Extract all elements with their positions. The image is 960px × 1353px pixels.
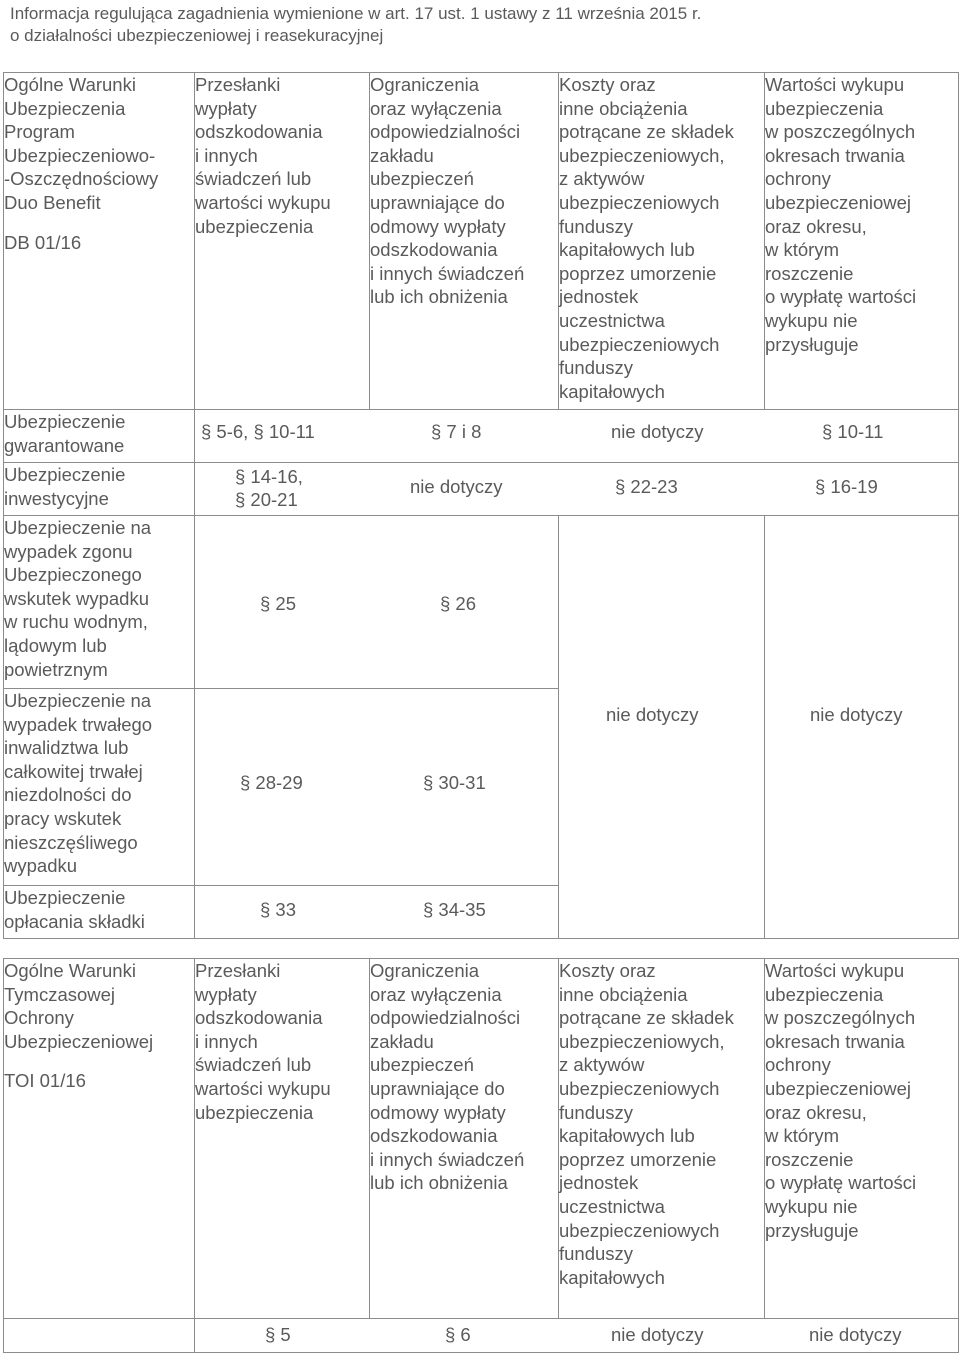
inwestycyjne-koszty: § 22-23 xyxy=(615,476,678,497)
merged-koszty: nie dotyczy xyxy=(606,704,699,725)
table2-col2-header: Przesłanki wypłaty odszkodowania i innych świadczeń lub wartości wykupu ubezpieczenia xyxy=(195,959,370,1319)
inwalidztwo-przeslanki: § 28-29 xyxy=(240,772,303,793)
table-duo-benefit xyxy=(3,72,959,939)
merged-wartosci: nie dotyczy xyxy=(810,704,903,725)
table2-code: TOI 01/16 xyxy=(4,1070,86,1092)
toi-przeslanki: § 5 xyxy=(265,1324,291,1345)
gwarantowane-ograniczenia: § 7 i 8 xyxy=(431,421,482,442)
header-line-2: o działalności ubezpieczeniowej i reasekuracyjnej xyxy=(10,26,384,45)
gwarantowane-koszty: nie dotyczy xyxy=(611,421,704,442)
table2-values-row xyxy=(4,1319,959,1353)
header-line-1: Informacja regulująca zagadnienia wymienione w art. 17 ust. 1 ustawy z 11 września 2015 r. xyxy=(10,4,702,23)
inwalidztwo-ograniczenia: § 30-31 xyxy=(423,772,486,793)
merged-wartosci-cell xyxy=(765,516,959,939)
table2-col4-header: Koszty oraz inne obciążenia potrącane ze składek ubezpieczeniowych, z aktywów ubezpieczeniowych funduszy kapitałowych lub poprzez umorzenie jednostek uczestnictwa ubezpieczeniowych funduszy kapitałowych xyxy=(559,959,765,1319)
row-inwalidztwo-label: Ubezpieczenie na wypadek trwałego inwalidztwa lub całkowitej trwałej niezdolności do pracy wskutek nieszczęśliwego wypadku xyxy=(4,689,195,886)
inwestycyjne-ograniczenia: nie dotyczy xyxy=(410,476,503,497)
merged-koszty-cell xyxy=(559,516,765,939)
toi-wartosci: nie dotyczy xyxy=(809,1324,902,1345)
row-skladki-label: Ubezpieczenie opłacania składki xyxy=(4,886,195,939)
table1-col4-header: Koszty oraz inne obciążenia potrącane ze składek ubezpieczeniowych, z aktywów ubezpieczeniowych funduszy kapitałowych lub poprzez umorzenie jednostek uczestnictwa ubezpieczeniowych funduszy kapitałowych xyxy=(559,73,765,410)
inwestycyjne-przeslanki-2: § 20-21 xyxy=(235,489,298,510)
zgon-ograniczenia: § 26 xyxy=(440,593,477,614)
row-zgon-label: Ubezpieczenie na wypadek zgonu Ubezpieczonego wskutek wypadku w ruchu wodnym, lądowym lub powietrznym xyxy=(4,516,195,689)
table1-col2-header: Przesłanki wypłaty odszkodowania i innych świadczeń lub wartości wykupu ubezpieczenia xyxy=(195,73,370,410)
document-header xyxy=(10,3,701,47)
table2-header-row xyxy=(4,959,959,1319)
table2-col3-header: Ograniczenia oraz wyłączenia odpowiedzialności zakładu ubezpieczeń uprawniające do odmowy wypłaty odszkodowania i innych świadczeń lub ich obniżenia xyxy=(370,959,559,1319)
table-toi xyxy=(3,958,959,1353)
table2-col5-header: Wartości wykupu ubezpieczenia w poszczególnych okresach trwania ochrony ubezpieczeniowej oraz okresu, w którym roszczenie o wypłatę wartości wykupu nie przysługuje xyxy=(765,959,959,1319)
zgon-przeslanki: § 25 xyxy=(260,593,297,614)
inwestycyjne-wartosci: § 16-19 xyxy=(815,476,878,497)
row-inwestycyjne xyxy=(4,463,959,516)
skladki-przeslanki: § 33 xyxy=(260,899,297,920)
table1-title-cell: Ogólne Warunki Ubezpieczenia Program Ubezpieczeniowo- -Oszczędnościowy Duo Benefit DB 01/16 xyxy=(4,73,195,410)
gwarantowane-wartosci: § 10-11 xyxy=(822,421,884,442)
toi-koszty: nie dotyczy xyxy=(611,1324,704,1345)
row-gwarantowane-label: Ubezpieczenie gwarantowane xyxy=(4,410,195,463)
table2-title-cell: Ogólne Warunki Tymczasowej Ochrony Ubezpieczeniowej TOI 01/16 xyxy=(4,959,195,1319)
toi-ograniczenia: § 6 xyxy=(445,1324,471,1345)
table1-col3-header: Ograniczenia oraz wyłączenia odpowiedzialności zakładu ubezpieczeń uprawniające do odmowy wypłaty odszkodowania i innych świadczeń lub ich obniżenia xyxy=(370,73,559,410)
table1-code: DB 01/16 xyxy=(4,231,82,253)
inwestycyjne-przeslanki-1: § 14-16, xyxy=(235,466,303,487)
row-zgon xyxy=(4,516,959,689)
gwarantowane-przeslanki: § 5-6, § 10-11 xyxy=(201,421,315,442)
row-inwestycyjne-label: Ubezpieczenie inwestycyjne xyxy=(4,463,195,516)
table1-col5-header: Wartości wykupu ubezpieczenia w poszczególnych okresach trwania ochrony ubezpieczeniowej oraz okresu, w którym roszczenie o wypłatę wartości wykupu nie przysługuje xyxy=(765,73,959,410)
skladki-ograniczenia: § 34-35 xyxy=(423,899,486,920)
row-gwarantowane xyxy=(4,410,959,463)
table1-header-row xyxy=(4,73,959,410)
